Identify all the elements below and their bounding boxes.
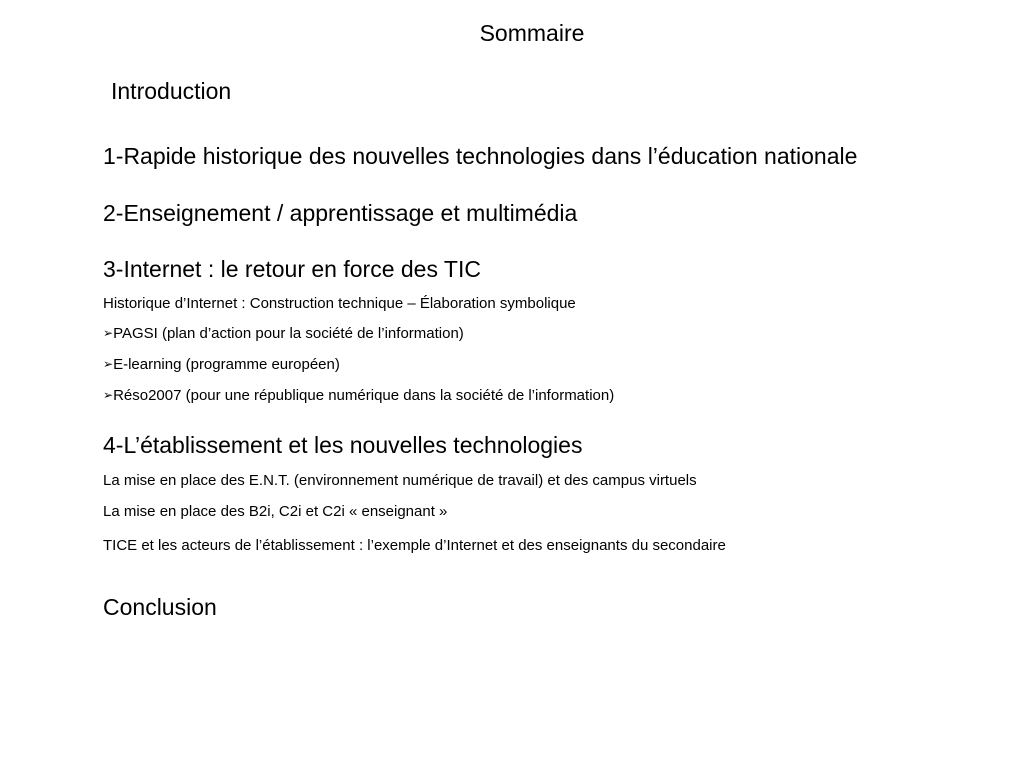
section-3-bullet-item [103, 388, 614, 403]
section-3-bullet-item [103, 326, 464, 341]
conclusion-heading: Conclusion [103, 594, 217, 620]
section-3-subheading: Historique d’Internet : Construction technique – Élaboration symbolique [103, 295, 576, 312]
section-3-bullet-item [103, 357, 340, 372]
introduction-heading: Introduction [111, 78, 232, 104]
bullet-text: E-learning (programme européen) [113, 356, 340, 373]
arrow-bullet-icon: ➢ [103, 388, 114, 402]
section-2-heading: 2-Enseignement / apprentissage et multimédia [103, 200, 578, 226]
arrow-bullet-icon: ➢ [103, 326, 114, 340]
bullet-text: PAGSI (plan d’action pour la société de l’information) [113, 325, 464, 342]
arrow-bullet-icon: ➢ [103, 357, 114, 371]
bullet-text: Réso2007 (pour une république numérique dans la société de l’information) [113, 387, 615, 404]
section-1-heading: 1-Rapide historique des nouvelles technologies dans l’éducation nationale [103, 143, 858, 169]
slide-title: Sommaire [479, 20, 585, 46]
section-3-heading: 3-Internet : le retour en force des TIC [103, 256, 481, 282]
section-4-item: TICE et les acteurs de l’établissement : l’exemple d’Internet et des enseignants du secondaire [103, 537, 726, 554]
section-4-item: La mise en place des B2i, C2i et C2i « enseignant » [103, 503, 448, 520]
section-4-heading: 4-L’établissement et les nouvelles technologies [103, 432, 583, 458]
section-4-item: La mise en place des E.N.T. (environnement numérique de travail) et des campus virtuels [103, 472, 697, 489]
